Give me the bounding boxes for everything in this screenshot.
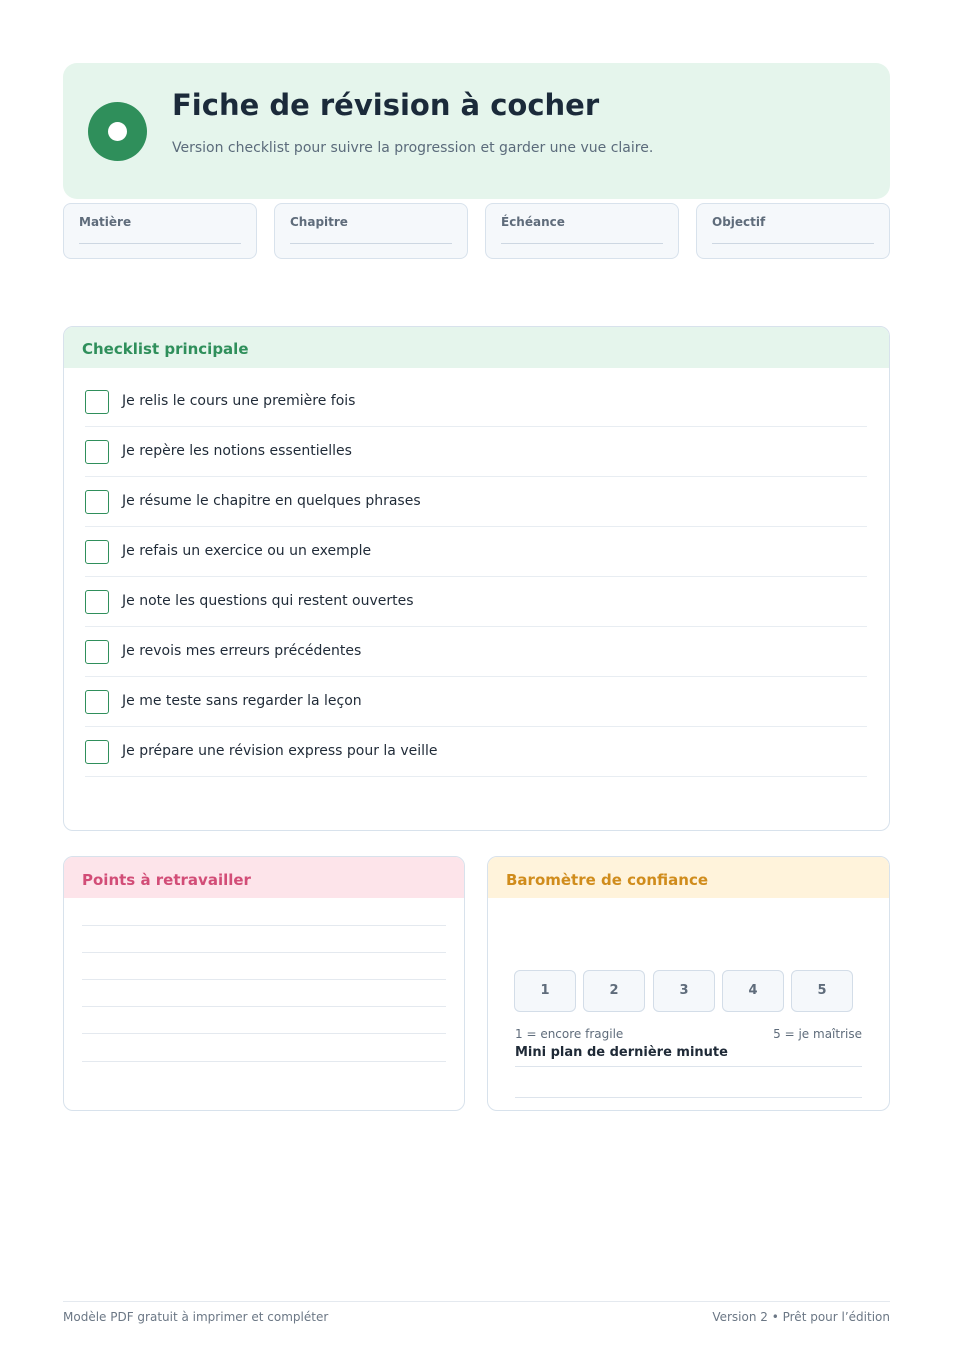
- checklist-item-label: Je relis le cours une première fois: [122, 393, 356, 409]
- mini-plan-write-line[interactable]: [515, 1066, 862, 1067]
- checkbox[interactable]: [85, 740, 109, 764]
- mini-plan-write-line[interactable]: [515, 1097, 862, 1098]
- checklist-item: [85, 677, 867, 727]
- checklist-item-label: Je prépare une révision express pour la veille: [122, 743, 438, 759]
- confidence-scale-3[interactable]: 3: [653, 970, 715, 1012]
- confidence-scale-4[interactable]: 4: [722, 970, 784, 1012]
- checklist-item-label: Je me teste sans regarder la leçon: [122, 693, 362, 709]
- page-title: Fiche de révision à cocher: [172, 88, 600, 122]
- confidence-scale-2[interactable]: 2: [583, 970, 645, 1012]
- meta-field-chapitre[interactable]: [274, 203, 468, 259]
- checkbox[interactable]: [85, 590, 109, 614]
- meta-field-objectif[interactable]: [696, 203, 890, 259]
- meta-write-line: [79, 243, 241, 244]
- rework-write-line[interactable]: [82, 1006, 446, 1007]
- target-dot-icon: [88, 102, 147, 161]
- checklist-item: [85, 527, 867, 577]
- meta-field-echeance[interactable]: [485, 203, 679, 259]
- page-subtitle: Version checklist pour suivre la progression et garder une vue claire.: [172, 140, 654, 156]
- checklist-item: [85, 577, 867, 627]
- checkbox[interactable]: [85, 640, 109, 664]
- checklist-item-label: Je résume le chapitre en quelques phrases: [122, 493, 421, 509]
- rework-write-line[interactable]: [82, 1033, 446, 1034]
- meta-label: Échéance: [501, 215, 565, 229]
- meta-write-line: [712, 243, 874, 244]
- checklist-title: Checklist principale: [64, 327, 889, 368]
- footer-divider: [63, 1301, 890, 1302]
- meta-field-matiere[interactable]: [63, 203, 257, 259]
- mini-plan-title: Mini plan de dernière minute: [515, 1045, 728, 1060]
- scale-min-label: 1 = encore fragile: [515, 1027, 624, 1041]
- checkbox[interactable]: [85, 390, 109, 414]
- rework-write-line[interactable]: [82, 1061, 446, 1062]
- checklist-item-label: Je refais un exercice ou un exemple: [122, 543, 372, 559]
- confidence-card: [487, 856, 890, 1111]
- rework-write-line[interactable]: [82, 952, 446, 953]
- checkbox[interactable]: [85, 490, 109, 514]
- checklist-item: [85, 627, 867, 677]
- rework-card: [63, 856, 465, 1111]
- checklist-item-label: Je revois mes erreurs précédentes: [122, 643, 362, 659]
- checkbox[interactable]: [85, 690, 109, 714]
- rework-write-line[interactable]: [82, 979, 446, 980]
- meta-label: Objectif: [712, 215, 766, 229]
- confidence-title: Baromètre de confiance: [488, 857, 889, 898]
- checklist-item: [85, 477, 867, 527]
- rework-write-line[interactable]: [82, 925, 446, 926]
- confidence-scale-1[interactable]: 1: [514, 970, 576, 1012]
- meta-label: Chapitre: [290, 215, 348, 229]
- checklist-item-label: Je note les questions qui restent ouvertes: [122, 593, 414, 609]
- confidence-scale-5[interactable]: 5: [791, 970, 853, 1012]
- checkbox[interactable]: [85, 440, 109, 464]
- checklist-items: [85, 377, 867, 777]
- checkbox[interactable]: [85, 540, 109, 564]
- scale-max-label: 5 = je maîtrise: [773, 1027, 862, 1041]
- meta-write-line: [290, 243, 452, 244]
- header-card: [63, 63, 890, 199]
- footer-right-text: Version 2 • Prêt pour l’édition: [712, 1310, 890, 1324]
- checklist-item: [85, 727, 867, 777]
- main-checklist-card: [63, 326, 890, 831]
- checklist-item: [85, 377, 867, 427]
- checklist-item: [85, 427, 867, 477]
- footer-left-text: Modèle PDF gratuit à imprimer et compléter: [63, 1310, 329, 1324]
- meta-write-line: [501, 243, 663, 244]
- checklist-item-label: Je repère les notions essentielles: [122, 443, 352, 459]
- meta-label: Matière: [79, 215, 132, 229]
- rework-title: Points à retravailler: [64, 857, 464, 898]
